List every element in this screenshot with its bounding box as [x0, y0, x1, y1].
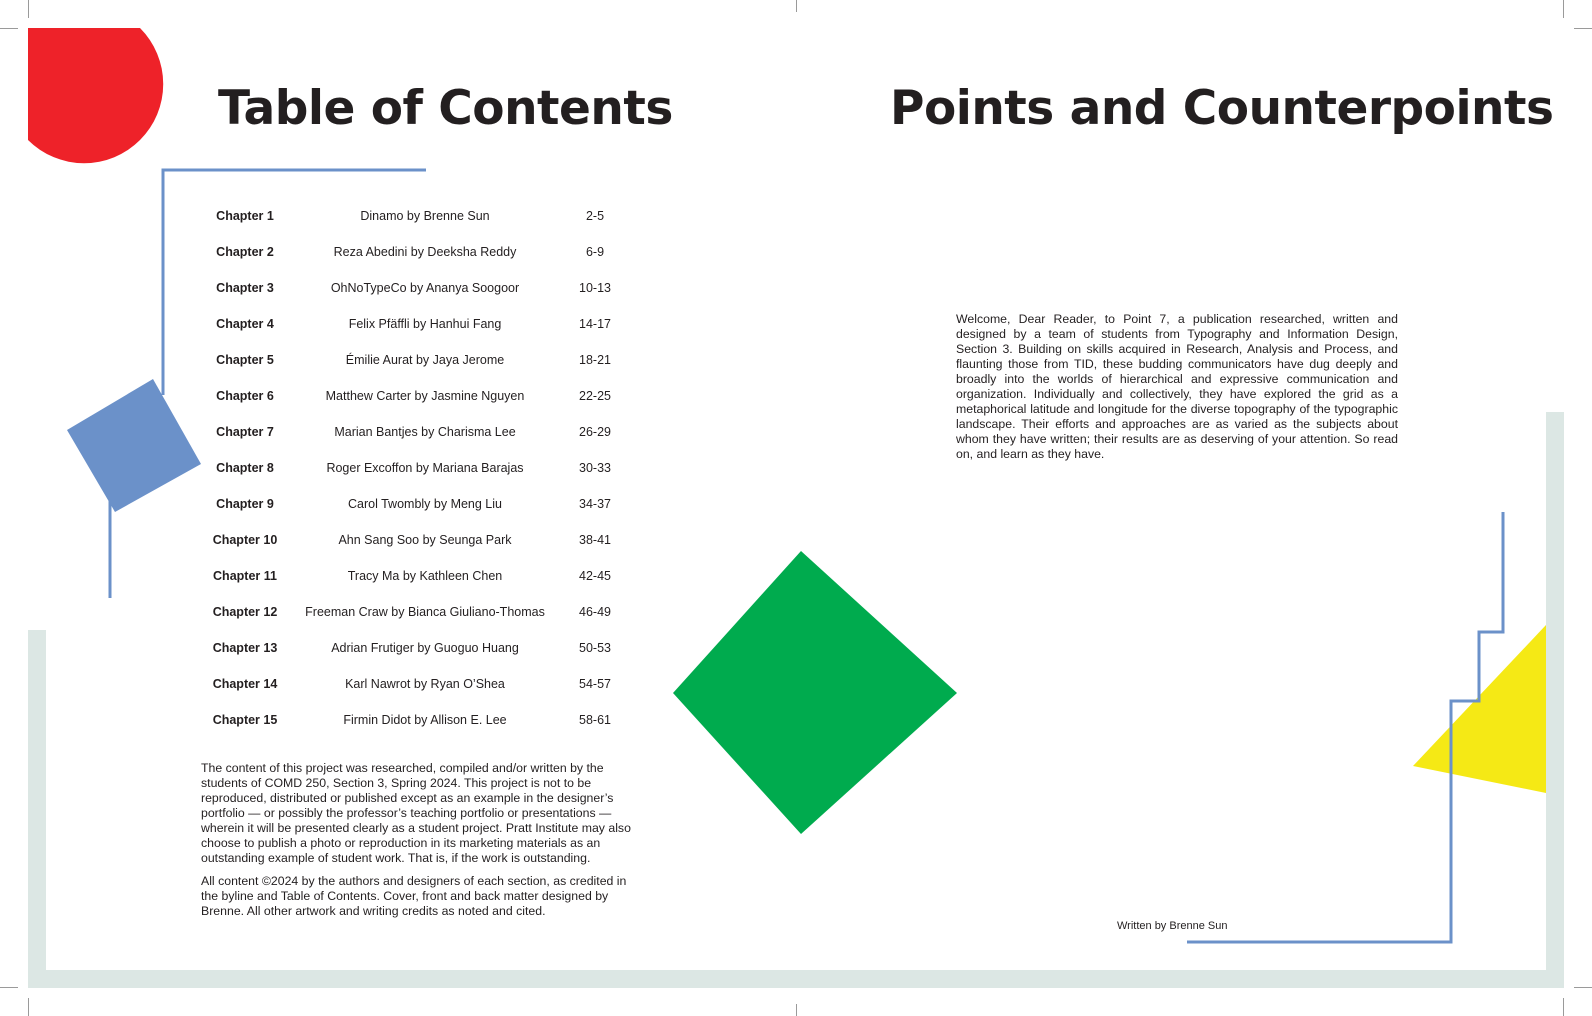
toc-row	[190, 345, 640, 381]
toc-row	[190, 237, 640, 273]
toc-chapter: Chapter 15	[212, 713, 278, 727]
toc-chapter: Chapter 1	[216, 209, 274, 223]
toc-pages: 50-53	[579, 641, 611, 655]
toc-chapter: Chapter 6	[216, 389, 274, 403]
toc-subject: Ahn Sang Soo by Seunga Park	[338, 533, 512, 547]
toc-chapter: Chapter 11	[213, 569, 277, 583]
toc-row	[190, 201, 640, 237]
toc-chapter: Chapter 13	[212, 641, 278, 655]
toc-row	[190, 525, 640, 561]
toc-row	[190, 273, 640, 309]
toc-chapter: Chapter 7	[216, 425, 274, 439]
toc-chapter: Chapter 14	[212, 677, 278, 691]
toc-title: Table of Contents	[218, 81, 673, 136]
toc-pages: 26-29	[579, 425, 611, 439]
toc-subject: Matthew Carter by Jasmine Nguyen	[325, 389, 525, 403]
author-credit: Written by Brenne Sun	[1117, 920, 1228, 932]
toc-chapter: Chapter 10	[212, 533, 278, 547]
toc-row	[190, 705, 640, 741]
toc-subject: Roger Excoffon by Mariana Barajas	[326, 461, 524, 475]
toc-pages: 34-37	[579, 497, 611, 511]
toc-pages: 10-13	[579, 281, 611, 295]
toc-chapter: Chapter 9	[216, 497, 274, 511]
toc-pages: 58-61	[579, 713, 611, 727]
toc-subject: OhNoTypeCo by Ananya Soogoor	[330, 281, 520, 295]
toc-subject: Dinamo by Brenne Sun	[360, 209, 490, 223]
toc-row	[190, 597, 640, 633]
toc-pages: 18-21	[579, 353, 611, 367]
toc-subject: Karl Nawrot by Ryan O’Shea	[345, 677, 505, 691]
toc-subject: Felix Pfäffli by Hanhui Fang	[348, 317, 502, 331]
intro-title: Points and Counterpoints	[890, 81, 1554, 136]
toc-row	[190, 309, 640, 345]
red-circle-shape	[28, 28, 163, 163]
toc-subject: Carol Twombly by Meng Liu	[347, 497, 502, 511]
toc-chapter: Chapter 3	[216, 281, 274, 295]
toc-chapter: Chapter 12	[212, 605, 278, 619]
toc-chapter: Chapter 2	[216, 245, 274, 259]
toc-pages: 2-5	[585, 209, 605, 223]
toc-pages: 54-57	[579, 677, 611, 691]
toc-row	[190, 633, 640, 669]
toc-subject: Firmin Didot by Allison E. Lee	[343, 713, 507, 727]
toc-subject: Émilie Aurat by Jaya Jerome	[345, 353, 505, 367]
intro-paragraph: Welcome, Dear Reader, to Point 7, a publication researched, written and designed by a team of students from Typography and Information Design, Section 3. Building on skills acquired in Research, Analysis and Process, and flaunting those from TID, these budding communicators have dug deeply and broadly into the worlds of hierarchical and expressive communication and organization. Individually and collectively, they have explored the grid as a metaphorical latitude and longitude for the diverse topography of the typographic landscape. Their efforts and approaches are as varied as the subjects about whom they have written; their results are as deserving of your attention. So read on, and learn as they have.	[956, 312, 1398, 461]
toc-pages: 14-17	[579, 317, 611, 331]
toc-pages: 42-45	[579, 569, 611, 583]
toc-row	[190, 561, 640, 597]
green-diamond-shape	[673, 551, 957, 834]
toc-pages: 6-9	[585, 245, 605, 259]
toc-pages: 22-25	[579, 389, 611, 403]
toc-subject: Tracy Ma by Kathleen Chen	[347, 569, 503, 583]
toc-table	[190, 201, 640, 741]
toc-pages: 38-41	[579, 533, 611, 547]
toc-row	[190, 669, 640, 705]
toc-row	[190, 417, 640, 453]
toc-subject: Adrian Frutiger by Guoguo Huang	[331, 641, 519, 655]
toc-chapter: Chapter 4	[216, 317, 274, 331]
toc-row	[190, 489, 640, 525]
disclaimer-paragraph: The content of this project was researched, compiled and/or written by the students of COMD 250, Section 3, Spring 2024. This project is not to be reproduced, distributed or published except as an example in the designer’s portfolio — or possibly the professor’s teaching portfolio or presentations — wherein it will be presented clearly as a student project. Pratt Institute may also choose to publish a photo or reproduction in its marketing materials as an outstanding example of student work. That is, if the work is outstanding.	[201, 761, 631, 865]
toc-pages: 30-33	[579, 461, 611, 475]
toc-subject: Marian Bantjes by Charisma Lee	[334, 425, 516, 439]
toc-subject: Freeman Craw by Bianca Giuliano-Thomas	[305, 605, 545, 619]
copyright-paragraph: All content ©2024 by the authors and designers of each section, as credited in the byline and Table of Contents. Cover, front and back matter designed by Brenne. All other artwork and writing credits as noted and cited.	[201, 874, 627, 918]
toc-row	[190, 453, 640, 489]
toc-chapter: Chapter 8	[216, 461, 274, 475]
toc-chapter: Chapter 5	[216, 353, 274, 367]
toc-pages: 46-49	[579, 605, 611, 619]
toc-row	[190, 381, 640, 417]
toc-subject: Reza Abedini by Deeksha Reddy	[333, 245, 517, 259]
blue-square-shape	[67, 379, 201, 512]
